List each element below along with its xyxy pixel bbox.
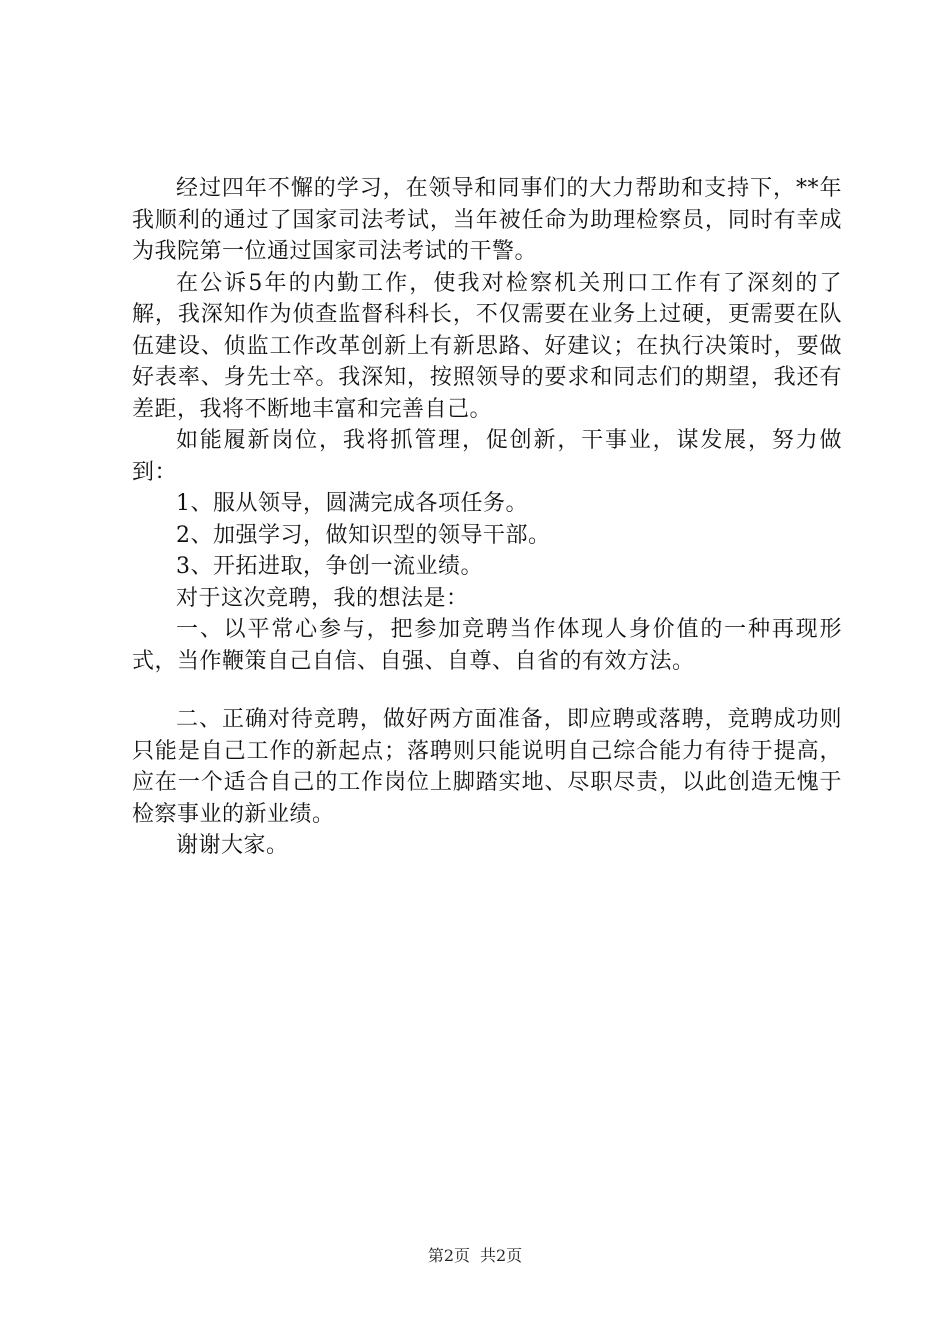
- paragraph-thoughts-intro: 对于这次竞聘，我的想法是：: [176, 585, 469, 611]
- page-footer: [0, 1246, 950, 1266]
- paragraph-thought-2: 二、正确对待竞聘，做好两方面准备，即应聘或落聘，竞聘成功则只能是自己工作的新起点；落聘则只能说明自己综合能力有待于提高，应在一个适合自己的工作岗位上脚踏实地、尽职尽责，以此创造无愧于检察事业的新业绩。: [132, 707, 842, 827]
- paragraph-commitment: 如能履新岗位，我将抓管理，促创新，干事业，谋发展，努力做到：: [132, 428, 842, 485]
- list-item-3: 3、开拓进取，争创一流业绩。: [176, 554, 483, 579]
- paragraph-closing: 谢谢大家。: [176, 833, 289, 858]
- paragraph-study: 经过四年不懈的学习，在领导和同事们的大力帮助和支持下，**年我顺利的通过了国家司法考试，当年被任命为助理检察员，同时有幸成为我院第一位通过国家司法考试的干警。: [132, 176, 842, 264]
- paragraph-thought-1: 一、以平常心参与，把参加竞聘当作体现人身价值的一种再现形式，当作鞭策自己自信、自强、自尊、自省的有效方法。: [132, 617, 842, 674]
- list-item-2: 2、加强学习，做知识型的领导干部。: [176, 522, 551, 548]
- page-number-current: 第2页: [427, 1246, 470, 1265]
- list-item-1: 1、服从领导，圆满完成各项任务。: [176, 491, 528, 516]
- paragraph-work-experience: 在公诉5年的内勤工作，使我对检察机关刑口工作有了深刻的了解，我深知作为侦查监督科科长，不仅需要在业务上过硬，更需要在队伍建设、侦监工作改革创新上有新思路、好建议；在执行决策时，要做好表率、身先士卒。我深知，按照领导的要求和同志们的期望，我还有差距，我将不断地丰富和完善自己。: [132, 270, 842, 422]
- document-body: [132, 173, 842, 862]
- page-number-total: 共2页: [480, 1246, 523, 1265]
